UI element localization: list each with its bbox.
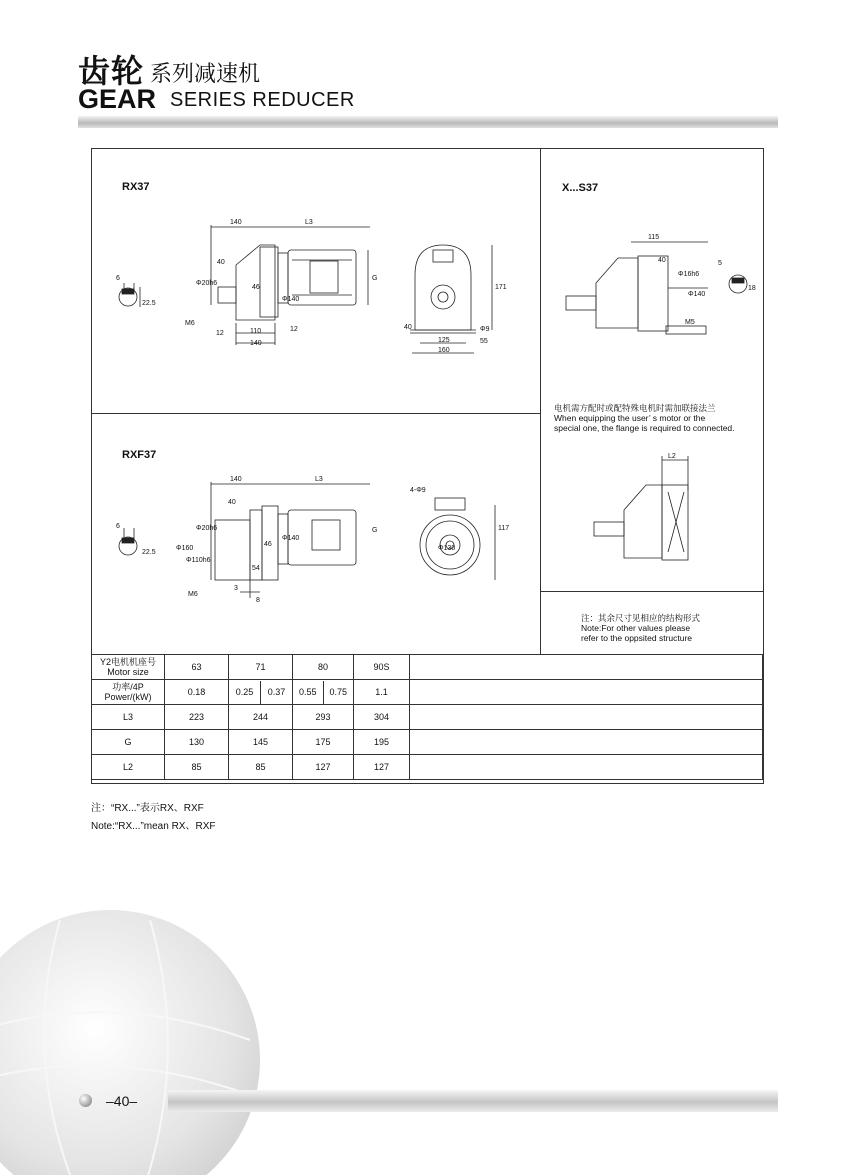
table-cell-empty [410,705,763,730]
table-head-cn: 功率/4P [112,682,144,692]
header-rule [78,116,778,128]
rx37-label: RX37 [122,181,150,193]
frame-divider-right [540,591,764,592]
rxf37-dim-l3: L3 [315,476,323,483]
rx37-dim-12b: 12 [290,326,298,333]
table-cell-empty [410,730,763,755]
table-cell: 304 [354,705,410,730]
table-cell: 80 [293,655,354,680]
table-cell: 130 [165,730,229,755]
rx37-dim-140: 140 [230,219,242,226]
table-cell: 90S [354,655,410,680]
xs37-note-cn: 电机需方配时或配特殊电机时需加联接法兰 [554,403,716,413]
table-row [92,655,763,680]
xs37-dim-m5: M5 [685,319,695,326]
rxf37-dim-g: G [372,527,378,534]
table-cell-empty [410,680,763,705]
other-note-cn: 注：其余尺寸见相应的结构形式 [581,613,701,623]
rxf37-dim-54: 54 [252,565,260,572]
xs37-note-en-1: When equipping the user’ s motor or the [554,413,706,423]
page-bullet-icon [79,1094,92,1107]
rx37-dim-40: 40 [217,259,225,266]
xs37-label: X...S37 [562,182,599,194]
table-head-cell [92,680,165,705]
footer-rule [168,1090,778,1112]
rx37-dim-g: G [372,275,378,282]
rxf37-dim-46: 46 [264,541,272,548]
rxf37-dim-140: 140 [230,476,242,483]
table-row [92,680,763,705]
rxf37-drawing [100,470,530,610]
frame-divider-vertical [540,148,541,654]
rxf37-dim-m6: M6 [188,591,198,598]
globe-watermark-icon [0,880,260,1175]
table-head-cell: L2 [92,755,165,780]
table-cell: 195 [354,730,410,755]
xs37-dim-5: 5 [718,260,722,267]
rxf37-dim-d140: Φ140 [282,535,300,542]
table-cell: 223 [165,705,229,730]
rxf37-dim-d20h6: Φ20h6 [196,525,218,532]
table-cell: 85 [165,755,229,780]
rx37-dim-40b: 40 [404,324,412,331]
rxf37-dim-6: 6 [116,523,120,530]
table-cell: 85 [229,755,293,780]
table-cell: 0.18 [165,680,229,705]
table-head-cell [92,655,165,680]
frame-divider-left [91,413,541,414]
table-row [92,730,763,755]
table-head-en: Motor size [107,667,149,677]
rxf37-dim-d160: Φ160 [176,545,194,552]
rx37-dim-d20h6: Φ20h6 [196,280,218,287]
xs37-drawing [548,228,760,338]
table-cell: 127 [354,755,410,780]
other-note-en-1: Note:For other values please [581,623,691,633]
table-cell: 71 [229,655,293,680]
rxf37-dim-117: 117 [498,525,510,532]
rx37-dim-125: 125 [438,337,450,344]
table-cell: 145 [229,730,293,755]
table-cell: 175 [293,730,354,755]
table-split-cell [229,680,293,705]
table-cell: 127 [293,755,354,780]
xs37-note-en-2: special one, the flange is required to connected. [554,423,735,433]
table-cell: 63 [165,655,229,680]
table-cell-empty [410,655,763,680]
rxf37-dim-4-d9: 4-Φ9 [410,487,426,494]
note-cn: 注：“RX...”表示RX、RXF [91,803,204,814]
table-head-cell: G [92,730,165,755]
rxf37-label: RXF37 [122,449,157,461]
xs37-dim-d16h6: Φ16h6 [678,271,700,278]
rx37-dim-140b: 140 [250,340,262,347]
rx37-dim-6: 6 [116,275,120,282]
rx37-dim-12a: 12 [216,330,224,337]
table-row [92,755,763,780]
rx37-dim-171: 171 [495,284,507,291]
table-cell: 1.1 [354,680,410,705]
header-title-cn: 系列减速机 [150,61,261,86]
rxf37-dim-d130: Φ130 [438,545,456,552]
rx37-dim-d9: Φ9 [480,326,490,333]
flange-dim-l2: L2 [668,453,676,460]
table-cell: 293 [293,705,354,730]
table-cell: 0.75 [329,687,348,697]
rx37-dim-55: 55 [480,338,488,345]
other-note-en-2: refer to the oppsited structure [581,633,693,643]
page-number: –40– [106,1093,138,1109]
rxf37-dim-40: 40 [228,499,236,506]
rxf37-dim-8: 8 [256,597,260,604]
xs37-dim-d140: Φ140 [688,291,706,298]
rx37-dim-l3: L3 [305,219,313,226]
note-en: Note:“RX...”mean RX、RXF [91,821,216,832]
xs37-dim-18: 18 [748,285,756,292]
table-cell: 0.37 [267,687,286,697]
motor-data-table [91,654,763,780]
table-cell-empty [410,755,763,780]
rx37-dim-110: 110 [250,328,262,335]
rxf37-dim-3: 3 [234,585,238,592]
table-head-en: Power/(kW) [104,692,152,702]
header-title-cn-bold: 齿轮 [78,53,145,89]
rx37-dim-160: 160 [438,347,450,354]
xs37-dim-40: 40 [658,257,666,264]
table-head-cell: L3 [92,705,165,730]
xs37-dim-115: 115 [648,234,660,241]
rxf37-dim-d110h6: Φ110h6 [186,557,211,564]
table-head-cn: Y2电机机座号 [99,657,156,667]
table-cell: 0.55 [293,681,324,704]
rxf37-dim-22-5: 22.5 [142,549,156,556]
flange-drawing [590,450,700,570]
rx37-drawing [100,205,530,365]
rx37-dim-46: 46 [252,284,260,291]
rx37-dim-22-5: 22.5 [142,300,156,307]
header-title-en: SERIES REDUCER [170,89,355,111]
table-cell: 0.25 [229,681,261,704]
header-title-en-bold: GEAR [78,84,157,114]
rx37-dim-d140: Φ140 [282,296,300,303]
table-row [92,705,763,730]
table-split-cell [293,680,354,705]
rx37-dim-m6: M6 [185,320,195,327]
table-cell: 244 [229,705,293,730]
